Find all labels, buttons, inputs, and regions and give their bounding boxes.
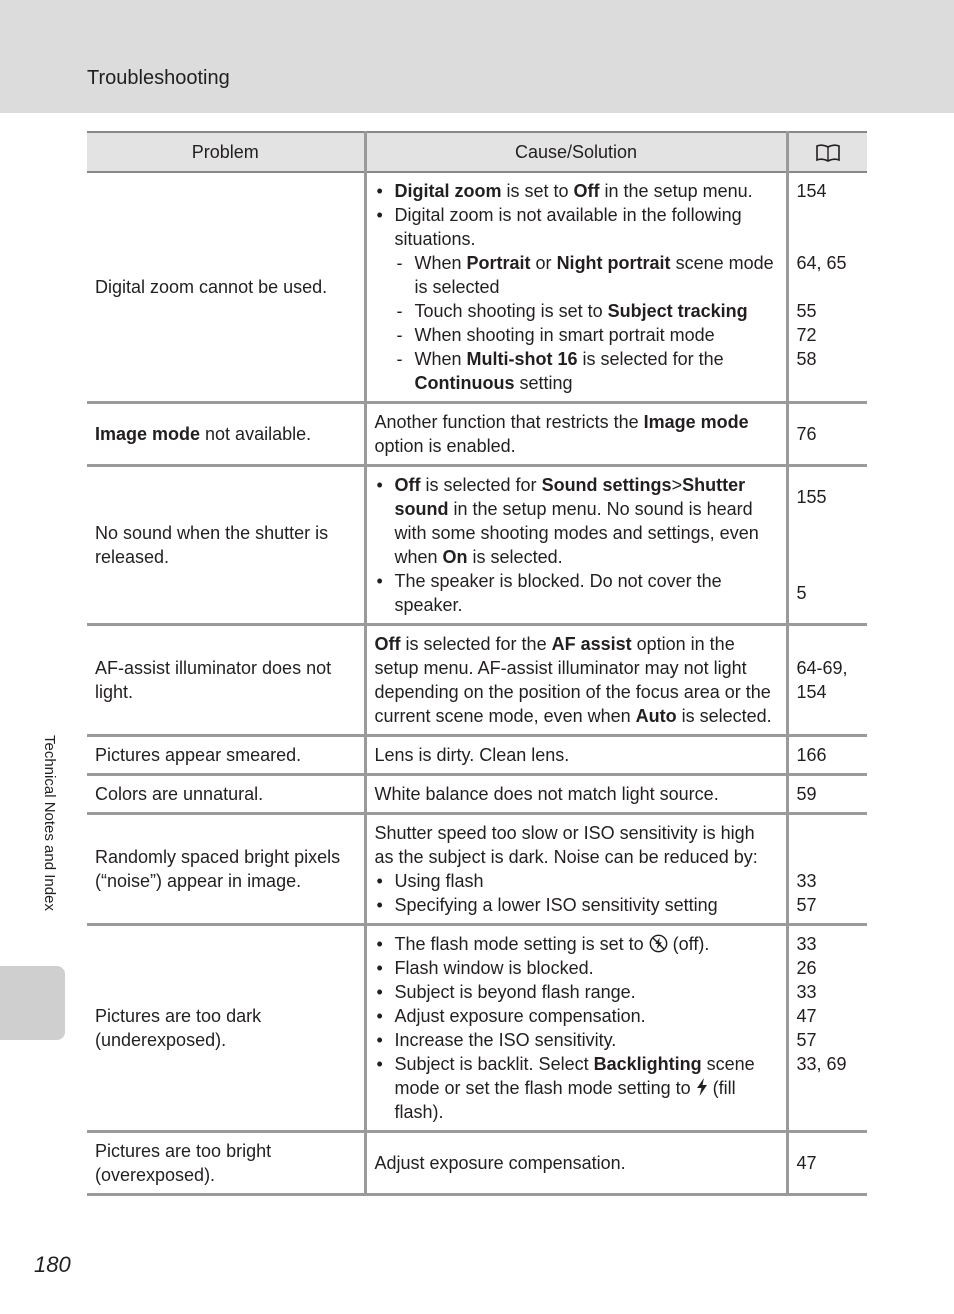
problem-cell: Colors are unnatural. [87, 775, 365, 814]
reference-cell: 76 [787, 403, 867, 466]
cause-cell [365, 172, 787, 403]
list-item: • Subject is backlit. Select Backlighting scene mode or set the flash mode setting to (fill flash). [375, 1052, 778, 1124]
problem-cell: Image mode not available. [87, 403, 365, 466]
reference-cell: 155 5 [787, 466, 867, 625]
cause-cell [365, 466, 787, 625]
sub-list-item: - Touch shooting is set to Subject tracking [395, 299, 778, 323]
side-tab [0, 966, 65, 1040]
list-item: • The speaker is blocked. Do not cover the speaker. [375, 569, 778, 617]
table-row [87, 925, 867, 1132]
table-row [87, 403, 867, 466]
list-item: • Subject is beyond flash range. [375, 980, 778, 1004]
problem-cell: Pictures are too dark (underexposed). [87, 925, 365, 1132]
reference-cell: 154 64, 65 55 72 58 [787, 172, 867, 403]
cause-intro: Shutter speed too slow or ISO sensitivity is high as the subject is dark. Noise can be reduced by: [374, 823, 758, 867]
table-row [87, 466, 867, 625]
problem-cell: AF-assist illuminator does not light. [87, 625, 365, 736]
cause-cell [365, 814, 787, 925]
problem-cell: Pictures appear smeared. [87, 736, 365, 775]
page-number: 180 [34, 1252, 71, 1277]
cause-cell: Off is selected for the AF assist option in the setup menu. AF-assist illuminator may not light depending on the position of the focus area or the current scene mode, even when Auto is selected. [365, 625, 787, 736]
problem-cell: Digital zoom cannot be used. [87, 172, 365, 403]
flash-icon [696, 1078, 708, 1096]
list-item: • Specifying a lower ISO sensitivity setting [375, 893, 778, 917]
reference-cell: 47 [787, 1132, 867, 1195]
table-row [87, 1132, 867, 1195]
table-row [87, 625, 867, 736]
reference-cell: 59 [787, 775, 867, 814]
side-label [36, 735, 60, 965]
flash-off-icon [649, 934, 668, 953]
reference-cell: 64-69, 154 [787, 625, 867, 736]
table-row [87, 814, 867, 925]
table-header-row [87, 132, 867, 172]
cause-header: Cause/Solution [365, 132, 787, 172]
table-row [87, 775, 867, 814]
cause-cell [365, 925, 787, 1132]
list-item: • Adjust exposure compensation. [375, 1004, 778, 1028]
cause-cell: Adjust exposure compensation. [365, 1132, 787, 1195]
header-band [0, 0, 954, 113]
section-title: Troubleshooting [87, 67, 230, 89]
list-item: • Digital zoom is set to Off in the setup menu. [375, 179, 778, 203]
side-label-text: Technical Notes and Index [41, 735, 58, 911]
problem-cell: No sound when the shutter is released. [87, 466, 365, 625]
sub-list-item: - When Portrait or Night portrait scene mode is selected [395, 251, 778, 299]
problem-header: Problem [87, 132, 365, 172]
sub-list-item: - When shooting in smart portrait mode [395, 323, 778, 347]
problem-cell: Pictures are too bright (overexposed). [87, 1132, 365, 1195]
book-icon [815, 143, 841, 163]
problem-cell: Randomly spaced bright pixels (“noise”) appear in image. [87, 814, 365, 925]
table-row [87, 736, 867, 775]
list-item: • Flash window is blocked. [375, 956, 778, 980]
cause-cell: Lens is dirty. Clean lens. [365, 736, 787, 775]
reference-header [787, 132, 867, 172]
table-row [87, 172, 867, 403]
list-item: • Digital zoom is not available in the following situations. - When Portrait or Night portrait scene mode is selected - Touch shooting is set to Subject tracking - When shooting in smart portrait mode - When Multi-shot 16 is selected for the Continuous setting [375, 203, 778, 395]
list-item: • Increase the ISO sensitivity. [375, 1028, 778, 1052]
reference-cell: 33 26 33 47 57 33, 69 [787, 925, 867, 1132]
sub-list-item: - When Multi-shot 16 is selected for the Continuous setting [395, 347, 778, 395]
cause-cell: Another function that restricts the Image mode option is enabled. [365, 403, 787, 466]
reference-cell: 33 57 [787, 814, 867, 925]
list-item: • The flash mode setting is set to (off). [375, 932, 778, 956]
cause-cell: White balance does not match light source. [365, 775, 787, 814]
list-item: • Using flash [375, 869, 778, 893]
reference-cell: 166 [787, 736, 867, 775]
troubleshooting-table [87, 131, 867, 1196]
list-item: • Off is selected for Sound settings>Shutter sound in the setup menu. No sound is heard with some shooting modes and settings, even when On is selected. [375, 473, 778, 569]
